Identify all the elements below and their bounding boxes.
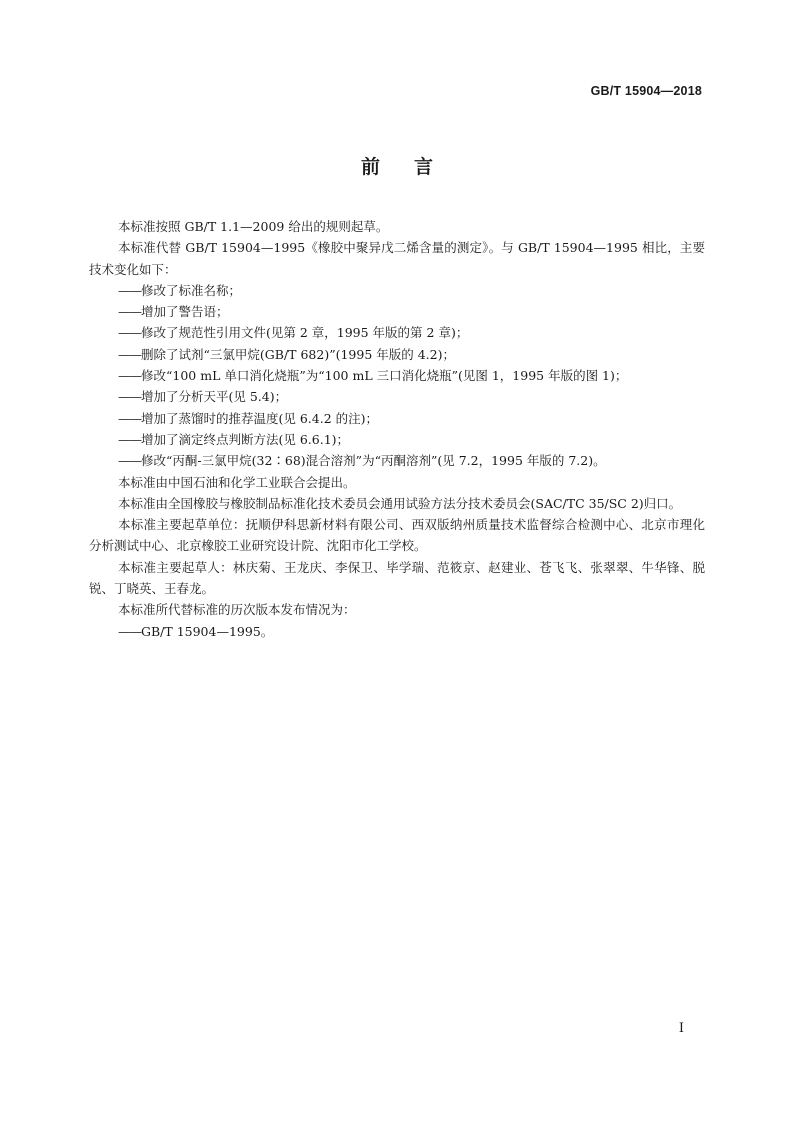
dash-mark: —— — [118, 282, 141, 298]
change-item — [89, 344, 705, 365]
page-title: 前言 — [360, 156, 467, 178]
history-item — [89, 621, 705, 642]
change-item — [89, 386, 705, 407]
dash-mark: —— — [118, 623, 141, 639]
paragraph-drafting-units: 本标准主要起草单位：抚顺伊科思新材料有限公司、西双版纳州质量技术监督综合检测中心、北京市理化分析测试中心、北京橡胶工业研究设计院、沈阳市化工学校。 — [89, 517, 705, 554]
dash-mark: —— — [118, 431, 141, 447]
standard-code: GB/T 15904—2018 — [590, 84, 702, 98]
change-text: 增加了警告语； — [141, 304, 229, 320]
dash-mark: —— — [118, 368, 141, 384]
change-text: 修改了规范性引用文件(见第 2 章，1995 年版的第 2 章)； — [141, 325, 469, 341]
page-number: I — [678, 1021, 684, 1036]
document-body — [89, 216, 705, 642]
dash-mark: —— — [118, 410, 141, 426]
paragraph-replacement: 本标准代替 GB/T 15904—1995《橡胶中聚异戊二烯含量的测定》。与 GB/T 15904—1995 相比，主要技术变化如下： — [89, 240, 705, 277]
change-item — [89, 322, 705, 343]
paragraph-history-intro: 本标准所代替标准的历次版本发布情况为： — [118, 602, 356, 618]
change-item — [89, 301, 705, 322]
paragraph-drafters: 本标准主要起草人：林庆菊、王龙庆、李保卫、毕学瑞、范筱京、赵建业、苍飞飞、张翠翠、牛华锋、脱锐、丁晓英、王春龙。 — [89, 559, 705, 597]
change-text: 修改了标准名称； — [141, 282, 242, 298]
paragraph-proposer: 本标准由中国石油和化学工业联合会提出。 — [118, 474, 356, 490]
change-text: 增加了分析天平(见 5.4)； — [141, 389, 288, 405]
history-text: GB/T 15904—1995。 — [141, 623, 274, 639]
change-text: 修改“丙酮-三氯甲烷(32∶68)混合溶剂”为“丙酮溶剂”(见 7.2，1995 年版的 7.2)。 — [141, 453, 606, 469]
change-text: 增加了蒸馏时的推荐温度(见 6.4.2 的注)； — [141, 410, 379, 426]
dash-mark: —— — [118, 346, 141, 362]
paragraph-drafting-rules: 本标准按照 GB/T 1.1—2009 给出的规则起草。 — [118, 219, 389, 234]
dash-mark: —— — [118, 453, 141, 469]
change-text: 修改“100 mL 单口消化烧瓶”为“100 mL 三口消化烧瓶”(见图 1，1995 年版的图 1)； — [141, 368, 628, 384]
change-item — [89, 450, 705, 471]
change-item — [89, 408, 705, 429]
change-item — [89, 365, 705, 386]
dash-mark: —— — [118, 389, 141, 405]
paragraph-administrator: 本标准由全国橡胶与橡胶制品标准化技术委员会通用试验方法分技术委员会(SAC/TC 35/SC 2)归口。 — [118, 495, 682, 511]
change-text: 增加了滴定终点判断方法(见 6.6.1)； — [141, 431, 350, 447]
dash-mark: —— — [118, 304, 141, 320]
change-text: 删除了试剂“三氯甲烷(GB/T 682)”(1995 年版的 4.2)； — [141, 346, 455, 362]
dash-mark: —— — [118, 325, 141, 341]
change-item — [89, 280, 705, 301]
change-item — [89, 429, 705, 450]
